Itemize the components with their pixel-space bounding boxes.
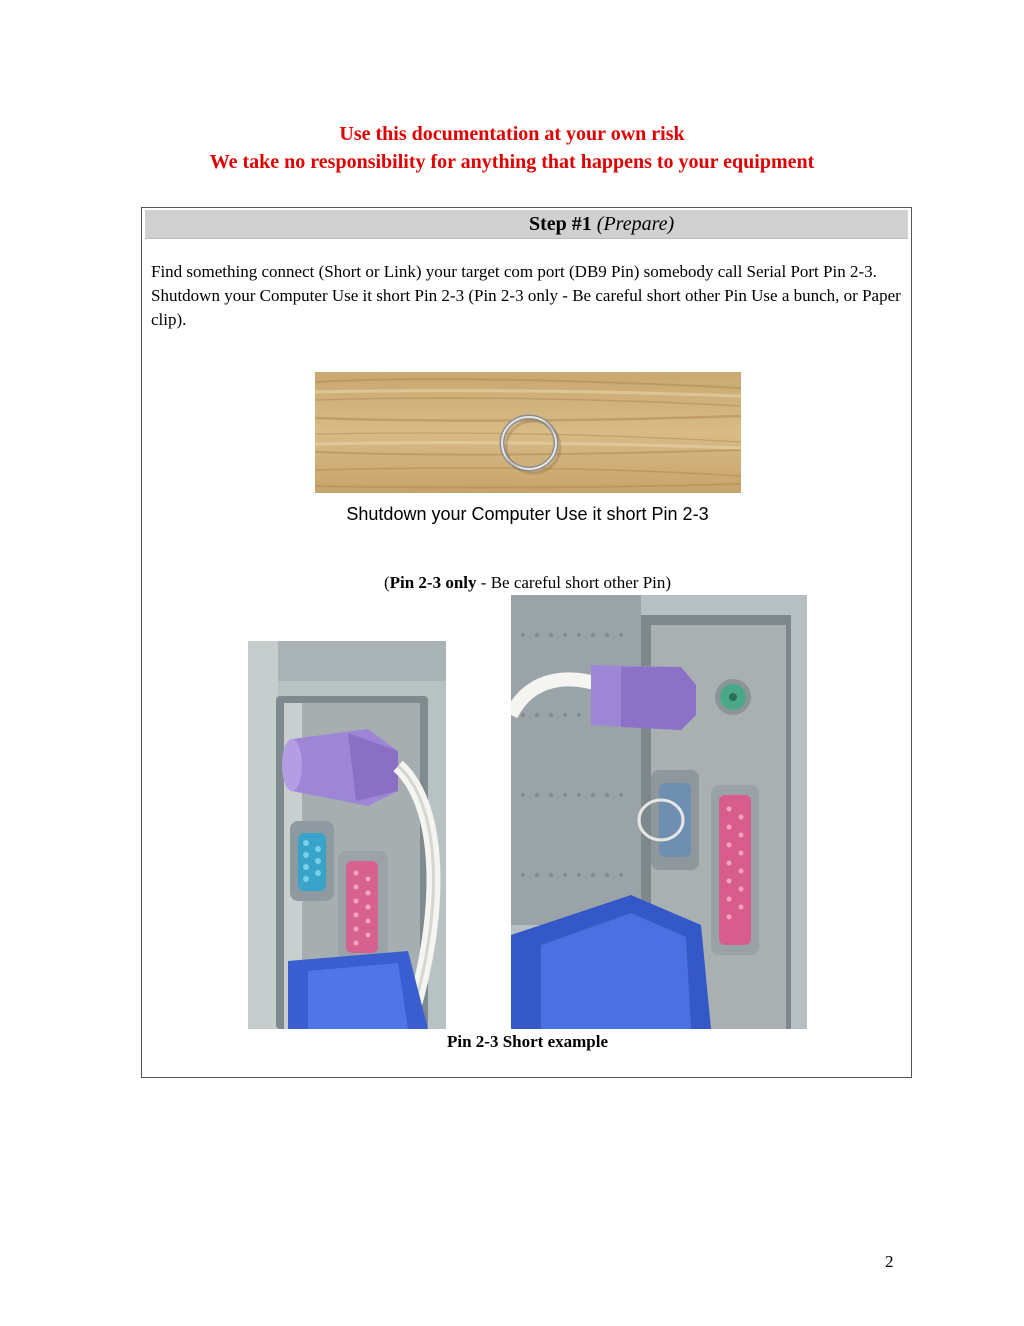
pin-warning-bold: Pin 2-3 only (389, 573, 477, 592)
step-name: (Prepare) (596, 213, 675, 235)
step-title (529, 212, 674, 236)
key-ring-photo (315, 372, 741, 493)
pin-warning-open: ( (383, 573, 390, 592)
step-box (141, 207, 912, 1078)
page-number: 2 (885, 1252, 894, 1271)
ring-caption: Shutdown your Computer Use it short Pin 2-3 (346, 504, 709, 524)
serial-port-photo-left (248, 641, 446, 1029)
serial-port-photo-right (511, 595, 807, 1029)
step-number: Step #1 (529, 213, 592, 235)
pin-warning-rest: - Be careful short other Pin) (476, 573, 672, 592)
step-header (145, 210, 908, 239)
example-caption: Pin 2-3 Short example (446, 1032, 609, 1051)
pin-warning-caption (142, 571, 913, 595)
step-instructions: Find something connect (Short or Link) your target com port (DB9 Pin) somebody call Serial Port Pin 2-3. Shutdown your Computer Use it short Pin 2-3 (Pin 2-3 only - Be careful short other Pin Use a bunch, or Paper clip). (151, 262, 901, 329)
warning-line-2: We take no responsibility for anything that happens to your equipment (209, 151, 815, 173)
warning-line-1: Use this documentation at your own risk (339, 123, 685, 145)
